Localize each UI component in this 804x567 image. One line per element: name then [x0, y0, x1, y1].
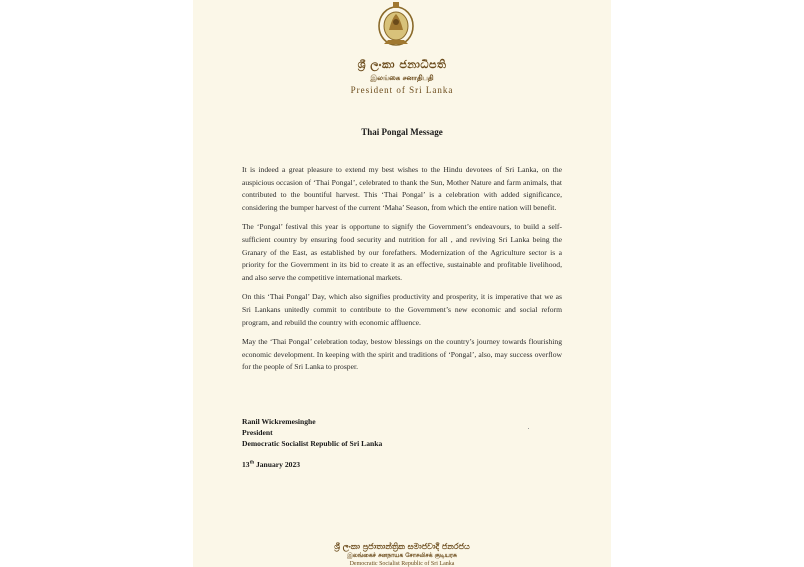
paragraph-4: May the ‘Thai Pongal’ celebration today, bestow blessings on the country’s journey towards flourishing economic development. In keeping with the spirit and traditions of ‘Pongal’, also, may success overflow for the people of Sri Lanka to prosper. — [242, 337, 562, 372]
message-body — [242, 164, 562, 381]
letterhead-sinhala-title: ශ්‍රී ලංකා ජනාධිපති — [357, 58, 447, 71]
date-day: 13 — [242, 460, 250, 469]
message-date — [242, 460, 300, 469]
sri-lanka-emblem-icon — [376, 0, 416, 48]
date-suffix: th — [249, 460, 255, 466]
date-rest: January 2023 — [254, 460, 301, 469]
footer-tamil: இலங்கைச் சனநாயக சோசலிசக் குடியரசு — [347, 552, 457, 559]
letterhead-english-title: President of Sri Lanka — [350, 85, 454, 95]
signatory-title: President — [242, 428, 273, 437]
message-heading: Thai Pongal Message — [361, 127, 443, 137]
signature-block — [242, 416, 562, 449]
paragraph-1: It is indeed a great pleasure to extend my best wishes to the Hindu devotees of Sri Lanka, on the auspicious occasion of ‘Thai Pongal’, celebrated to thank the Sun, Mother Nature and farm animals, that contributed to the bountiful harvest. This ‘Thai Pongal’ is a celebration with added significance, considering the bumper harvest of the current ‘Maha’ Season, from which the entire nation will benefit. — [242, 165, 562, 212]
footer-english: Democratic Socialist Republic of Sri Lanka — [349, 561, 455, 567]
signatory-country: Democratic Socialist Republic of Sri Lanka — [242, 439, 383, 448]
letter-document — [193, 0, 611, 567]
letterhead-tamil-title: இலங்கை சனாதிபதி — [370, 74, 434, 82]
footer-sinhala: ශ්‍රී ලංකා ප්‍රජාතාන්ත්‍රික සමාජවාදී ජනරජය — [334, 541, 470, 551]
paragraph-2: The ‘Pongal’ festival this year is opportune to signify the Government’s endeavours, to build a self-sufficient country by ensuring food security and nutrition for all , and reviving Sri Lanka being the Granary of the East, as established by our forefathers. Modernization of the Agriculture sector is a priority for the Government in its bid to create it as an effective, sustainable and profitable livelihood, and also serve the competitive international markets. — [242, 222, 562, 282]
paragraph-3: On this ‘Thai Pongal’ Day, which also signifies productivity and prosperity, it is imperative that we as Sri Lankans unitedly commit to contribute to the Government’s new economic and social reform program, and rebuild the country with economic affluence. — [242, 292, 562, 327]
signatory-name: Ranil Wickremesinghe — [242, 417, 316, 426]
stray-dot — [528, 428, 529, 429]
